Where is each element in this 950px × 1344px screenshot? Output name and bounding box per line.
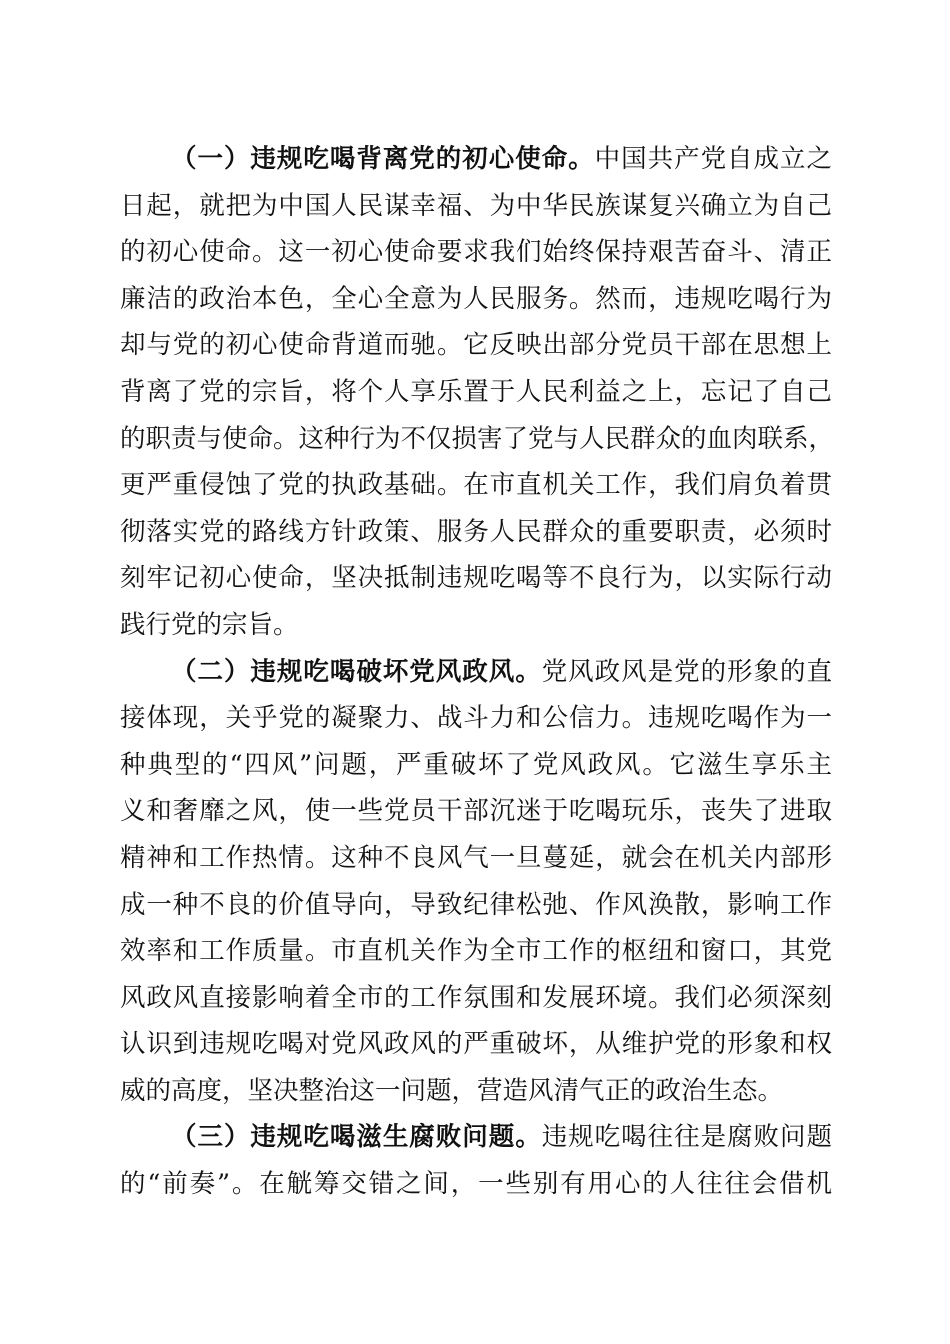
- paragraph-line: 种典型的“四风”问题，严重破坏了党风政风。它滋生享乐主: [120, 749, 832, 780]
- paragraph-1: [120, 136, 835, 649]
- paragraph-text: 中国共产党自成立之: [594, 144, 832, 174]
- paragraph-line: 效率和工作质量。市直机关作为全市工作的枢纽和窗口，其党: [120, 936, 832, 967]
- paragraph-heading: （三）违规吃喝滋生腐败问题。: [171, 1122, 542, 1153]
- document-body: [120, 136, 835, 1208]
- paragraph-line: 践行党的宗旨。: [120, 609, 299, 640]
- paragraph-line: 廉洁的政治本色，全心全意为人民服务。然而，违规吃喝行为: [120, 283, 832, 314]
- paragraph-line: 刻牢记初心使命，坚决抵制违规吃喝等不良行为，以实际行动: [120, 563, 832, 594]
- paragraph-line: 背离了党的宗旨，将个人享乐置于人民利益之上，忘记了自己: [120, 376, 832, 407]
- paragraph-line: 精神和工作热情。这种不良风气一旦蔓延，就会在机关内部形: [120, 842, 832, 873]
- paragraph-line: [120, 136, 832, 183]
- paragraph-text: 违规吃喝往往是腐败问题: [541, 1122, 832, 1153]
- paragraph-heading: （一）违规吃喝背离党的初心使命。: [171, 144, 595, 174]
- paragraph-line: 更严重侵蚀了党的执政基础。在市直机关工作，我们肩负着贯: [120, 470, 832, 501]
- paragraph-line: 威的高度，坚决整治这一问题，营造风清气正的政治生态。: [120, 1075, 784, 1106]
- paragraph-line: 成一种不良的价值导向，导致纪律松弛、作风涣散，影响工作: [120, 889, 832, 920]
- paragraph-line: 风政风直接影响着全市的工作氛围和发展环境。我们必须深刻: [120, 982, 832, 1013]
- paragraph-heading: （二）违规吃喝破坏党风政风。: [171, 656, 542, 687]
- paragraph-line: 彻落实党的路线方针政策、服务人民群众的重要职责，必须时: [120, 516, 832, 547]
- paragraph-line: 接体现，关乎党的凝聚力、战斗力和公信力。违规吃喝作为一: [120, 703, 832, 734]
- paragraph-3: [120, 1114, 832, 1207]
- paragraph-line: [120, 649, 832, 696]
- paragraph-line: 的职责与使命。这种行为不仅损害了党与人民群众的血肉联系，: [120, 423, 835, 454]
- paragraph-line: 却与党的初心使命背道而驰。它反映出部分党员干部在思想上: [120, 330, 832, 361]
- paragraph-line: 的初心使命。这一初心使命要求我们始终保持艰苦奋斗、清正: [120, 237, 832, 268]
- paragraph-text: 党风政风是党的形象的直: [541, 656, 832, 687]
- paragraph-line: [120, 1114, 832, 1161]
- paragraph-2: [120, 649, 832, 1115]
- paragraph-line: 日起，就把为中国人民谋幸福、为中华民族谋复兴确立为自己: [120, 190, 832, 221]
- paragraph-line: 认识到违规吃喝对党风政风的严重破坏，从维护党的形象和权: [120, 1029, 832, 1060]
- paragraph-line: 的“前奏”。在觥筹交错之间，一些别有用心的人往往会借机: [120, 1169, 832, 1200]
- paragraph-line: 义和奢靡之风，使一些党员干部沉迷于吃喝玩乐，丧失了进取: [120, 796, 832, 827]
